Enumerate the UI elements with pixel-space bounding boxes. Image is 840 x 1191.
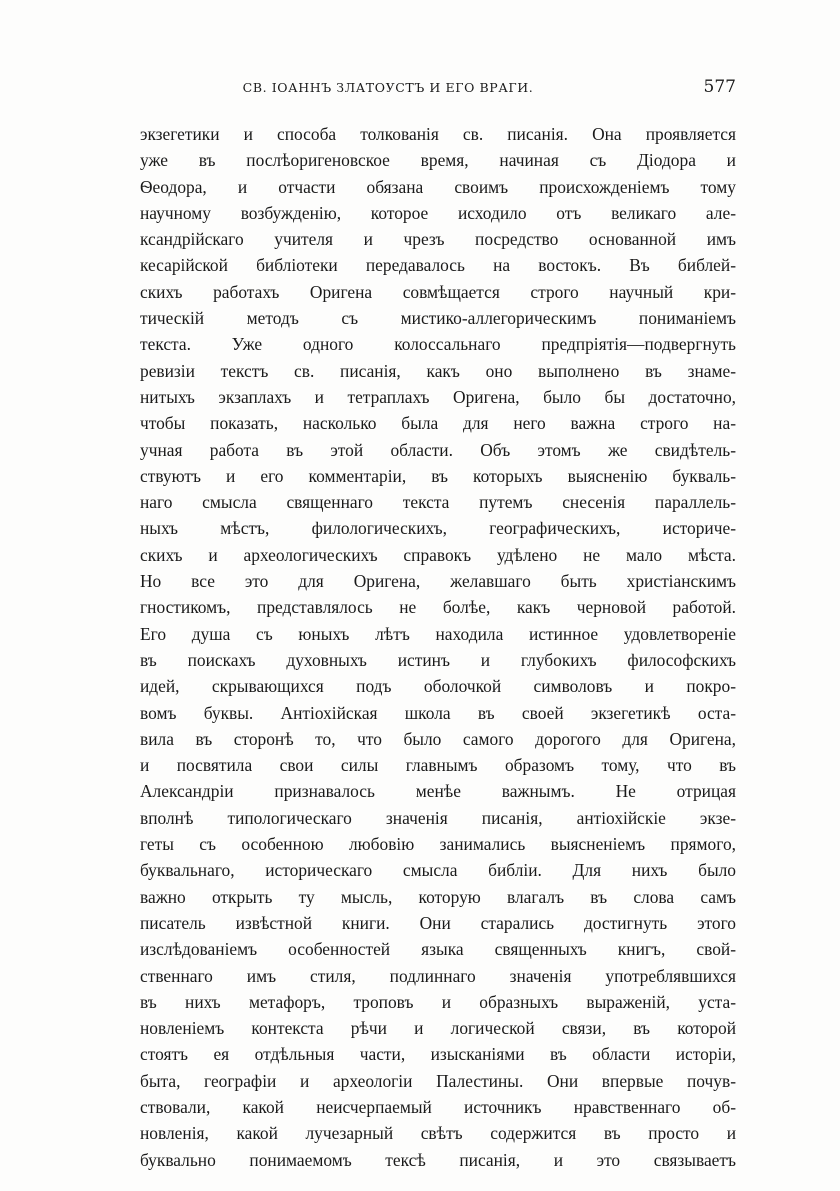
text-line: наго смысла священнаго текста путемъ снесенія параллель- [140, 492, 736, 513]
text-line: нитыхъ экзаплахъ и тетраплахъ Оригена, было бы достаточно, [140, 386, 736, 407]
text-line: скихъ и археологическихъ справокъ удѣлено не мало мѣста. [140, 544, 736, 565]
text-line: геты съ особенною любовію занимались выясненіемъ прямого, [140, 834, 736, 855]
body-text [140, 121, 736, 1173]
text-line: быта, географіи и археологіи Палестины. Они впервые почув- [140, 1070, 736, 1091]
text-line: идей, скрывающихся подъ оболочкой символовъ и покро- [140, 676, 736, 697]
text-line: ствовали, какой неисчерпаемый источникъ нравственнаго об- [140, 1096, 736, 1117]
text-line: ксандрійскаго учителя и чрезъ посредство основанной имъ [140, 229, 736, 250]
text-line: Но все это для Оригена, желавшаго быть христіанскимъ [140, 571, 736, 592]
text-line: новленіемъ контекста рѣчи и логической связи, въ которой [140, 1018, 736, 1039]
text-line: скихъ работахъ Оригена совмѣщается строго научный кри- [140, 281, 736, 302]
text-line: и посвятила свои силы главнымъ образомъ тому, что въ [140, 755, 736, 776]
text-line: писатель извѣстной книги. Они старались достигнуть этого [140, 912, 736, 933]
text-line: новленія, какой лучезарный свѣтъ содержится въ просто и [140, 1123, 736, 1144]
text-line: буквальнаго, историческаго смысла библіи. Для нихъ было [140, 860, 736, 881]
text-line: кесарійской библіотеки передавалось на востокъ. Въ библей- [140, 255, 736, 276]
text-line: научному возбужденію, которое исходило отъ великаго але- [140, 202, 736, 223]
text-line: въ поискахъ духовныхъ истинъ и глубокихъ философскихъ [140, 649, 736, 670]
text-line: Его душа съ юныхъ лѣтъ находила истинное удовлетвореніе [140, 623, 736, 644]
text-line: ственнаго имъ стиля, подлиннаго значенія употреблявшихся [140, 965, 736, 986]
text-line: текста. Уже одного колоссальнаго предпріятія—подвергнуть [140, 334, 736, 355]
text-line: тическій методъ съ мистико-аллегорическимъ пониманіемъ [140, 308, 736, 329]
text-line: ныхъ мѣстъ, филологическихъ, географическихъ, историче- [140, 518, 736, 539]
text-line: уже въ послѣоригеновское время, начиная съ Діодора и [140, 150, 736, 171]
text-line: стоятъ ея отдѣльныя части, изысканіями въ области исторіи, [140, 1044, 736, 1065]
page-number: 577 [703, 77, 736, 97]
page-header [140, 77, 736, 102]
running-title: СВ. ІОАННЪ ЗЛАТОУСТЪ И ЕГО ВРАГИ. [242, 80, 534, 95]
text-line: учная работа въ этой области. Объ этомъ же свидѣтель- [140, 439, 736, 460]
text-line: буквально понимаемомъ тексѣ писанія, и это связываетъ [140, 1149, 736, 1170]
text-line: важно открыть ту мысль, которую влагалъ въ слова самъ [140, 886, 736, 907]
text-line: Ѳеодора, и отчасти обязана своимъ происхожденіемъ тому [140, 176, 736, 197]
text-line: чтобы показать, насколько была для него важна строго на- [140, 413, 736, 434]
text-line: вила въ сторонѣ то, что было самого дорогого для Оригена, [140, 728, 736, 749]
text-line: гностикомъ, представлялось не болѣе, какъ черновой работой. [140, 597, 736, 618]
text-line: изслѣдованіемъ особенностей языка священныхъ книгъ, свой- [140, 939, 736, 960]
text-line: вполнѣ типологическаго значенія писанія, антіохійскіе экзе- [140, 807, 736, 828]
text-line: ствуютъ и его комментаріи, въ которыхъ выясненію букваль- [140, 465, 736, 486]
text-line: экзегетики и способа толкованія св. писанія. Она проявляется [140, 124, 736, 144]
text-line: ревизіи текстъ св. писанія, какъ оно выполнено въ знаме- [140, 360, 736, 381]
text-line: вомъ буквы. Антіохійская школа въ своей экзегетикѣ оста- [140, 702, 736, 723]
text-line: Александріи признавалось менѣе важнымъ. Не отрицая [140, 781, 736, 802]
text-line: въ нихъ метафоръ, троповъ и образныхъ выраженій, уста- [140, 991, 736, 1012]
